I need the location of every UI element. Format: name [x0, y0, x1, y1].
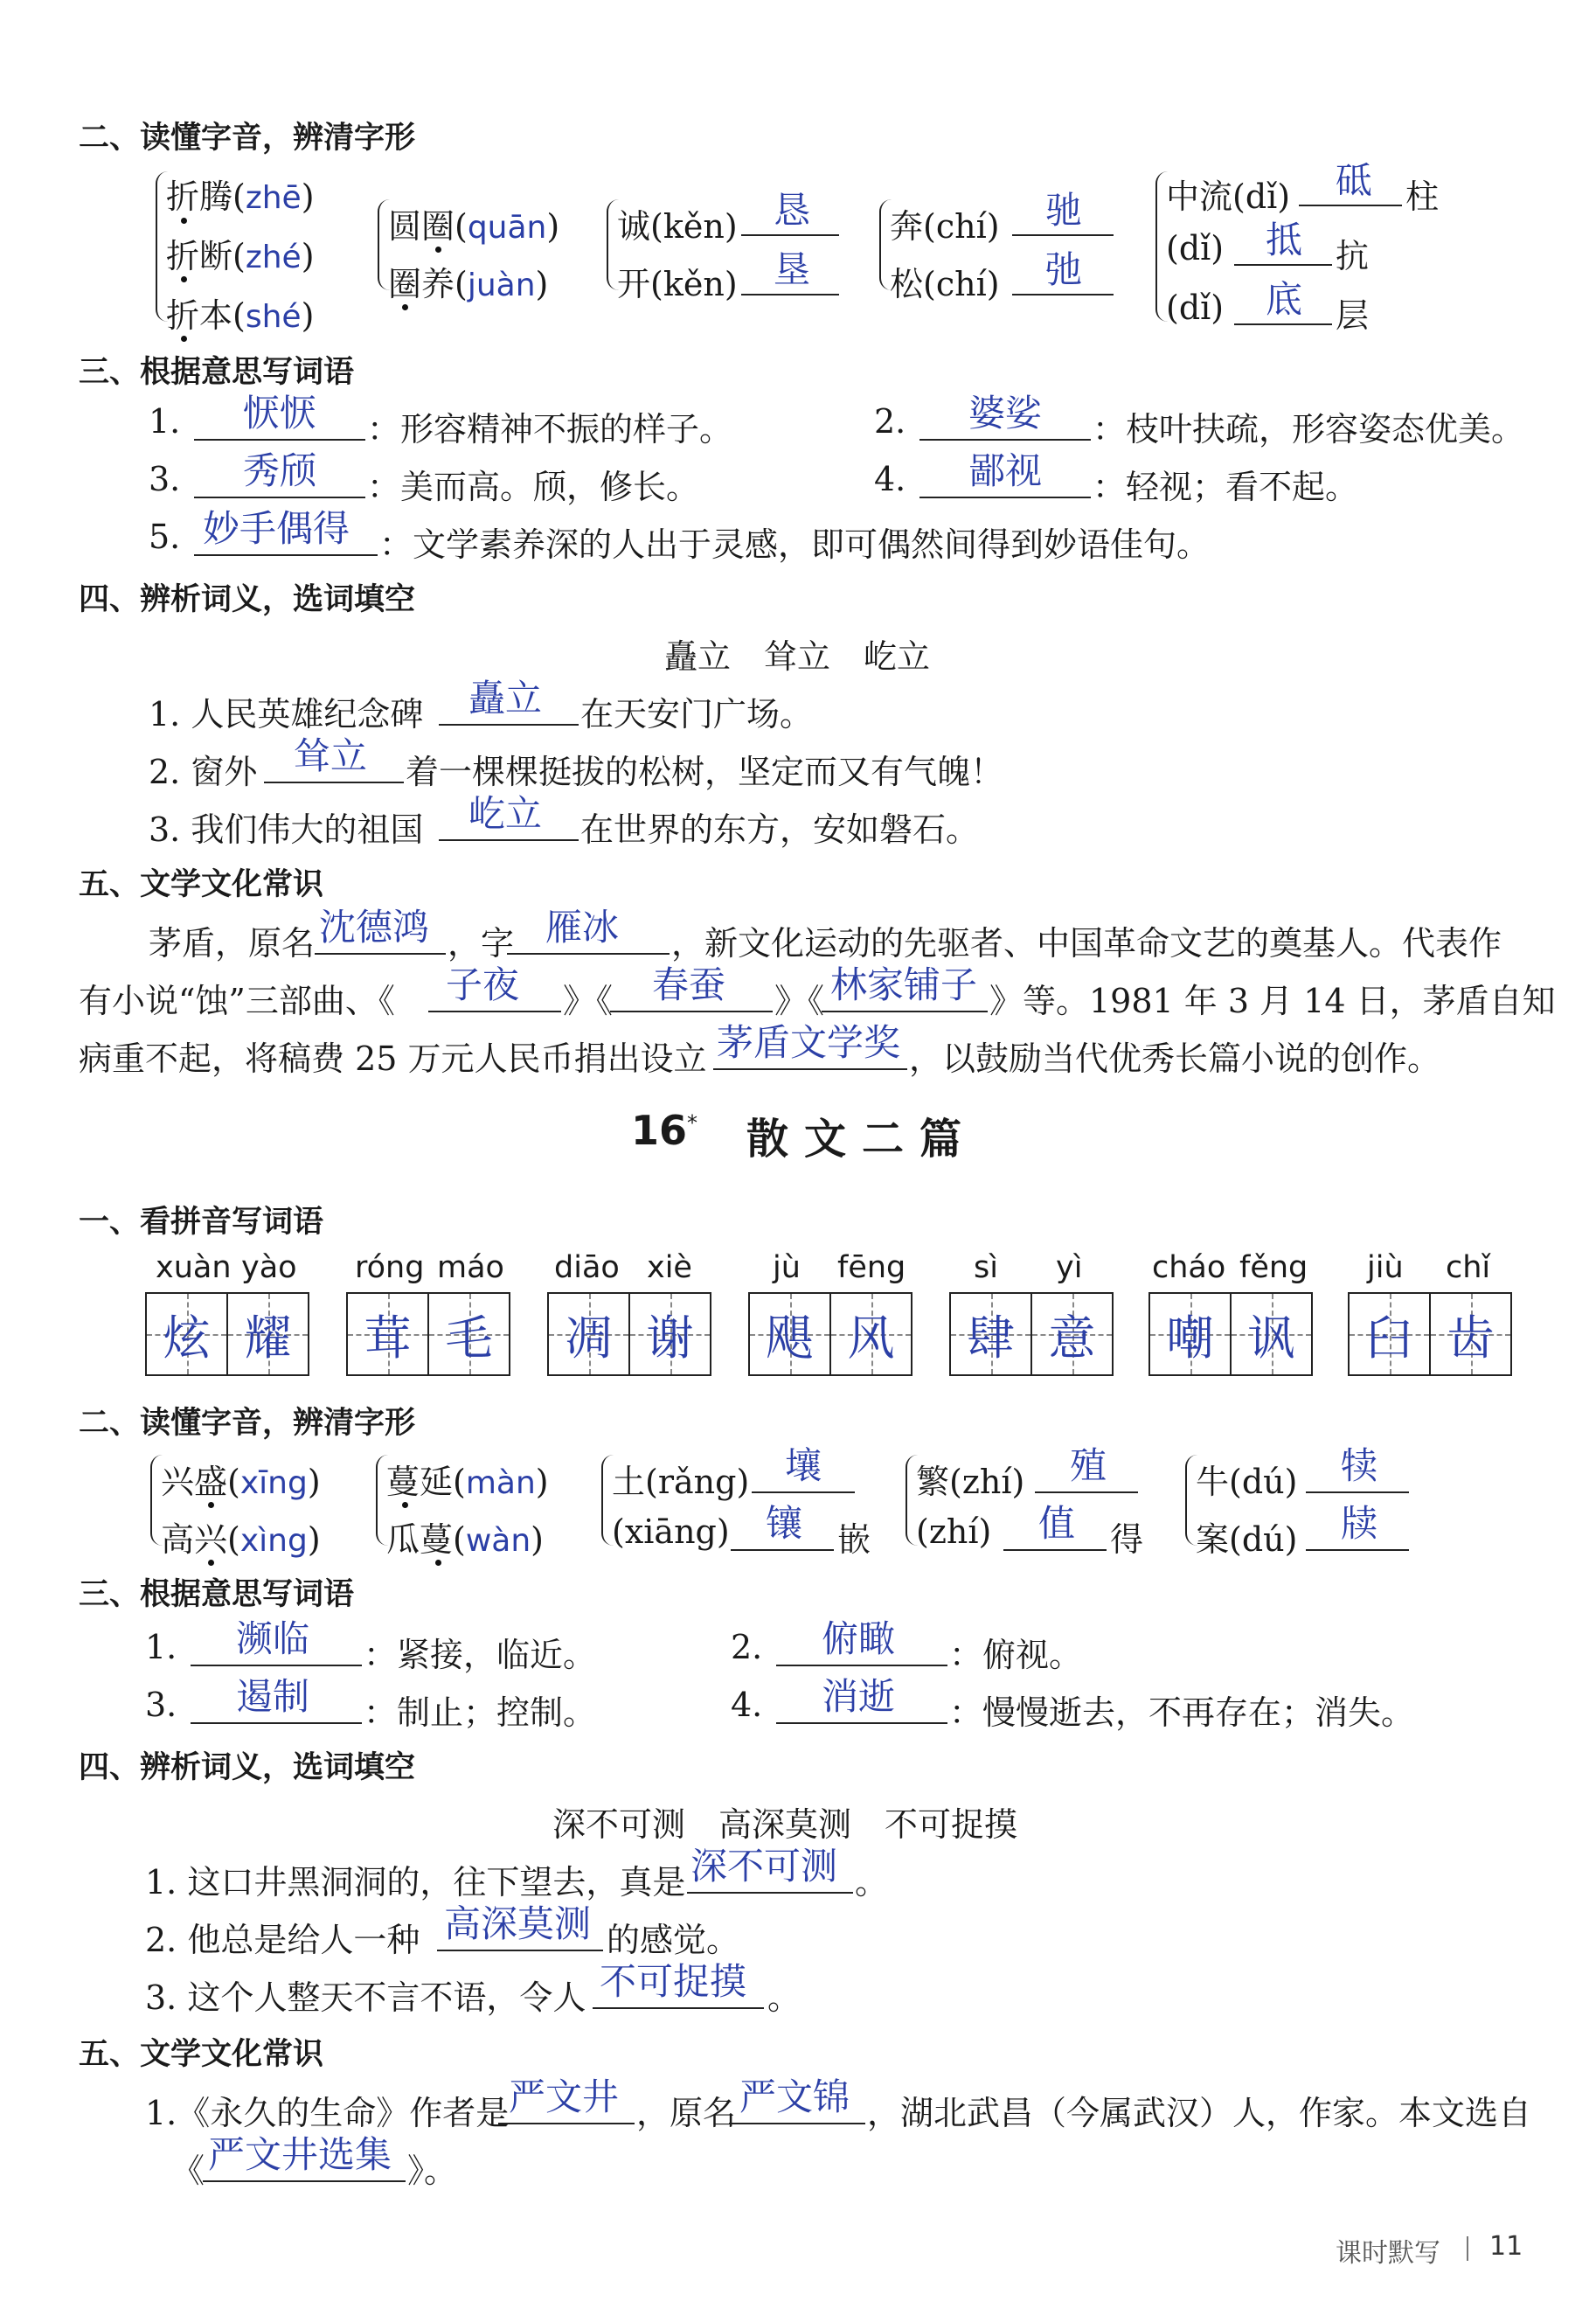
pinyin-label: fēng [837, 1250, 906, 1285]
answer: 驰 [1045, 189, 1083, 232]
answer: 垦 [774, 248, 811, 291]
pronunciation-item: (xiāng) [612, 1512, 730, 1551]
answer-line [776, 1665, 947, 1666]
pronunciation-item: 层 [1336, 296, 1370, 335]
grid-cell: 讽 [1230, 1294, 1311, 1374]
pinyin-label: róng [355, 1250, 425, 1285]
answer: 妙手偶得 [203, 507, 350, 550]
pronunciation-item: 牛(dú) [1196, 1463, 1298, 1501]
fill-sentence: 3. 这个人整天不言不语，令人 [145, 1978, 586, 2017]
fill-sentence: 1. 人民英雄纪念碑 [149, 695, 424, 733]
answer-line [507, 953, 670, 955]
item-number: 2. [874, 402, 906, 441]
answer: 壤 [785, 1444, 822, 1487]
answer: 牍 [1341, 1502, 1378, 1545]
pronunciation-item: 折本(shé) [166, 296, 315, 335]
pronunciation-item: 得 [1110, 1520, 1144, 1559]
fill-sentence: 2. 窗外 [149, 753, 258, 791]
answer-line [822, 1011, 988, 1012]
paragraph-text: ，以鼓励当代优秀长篇小说的创作。 [909, 1039, 1441, 1078]
fill-sentence: 1. 这口井黑洞洞的，往下望去，真是 [145, 1863, 686, 1901]
item-number: 1. [145, 1628, 177, 1666]
answer: 严文井选集 [208, 2133, 392, 2176]
pronunciation-item: (zhí) [916, 1512, 992, 1551]
grid-cell: 嘲 [1150, 1294, 1230, 1374]
paragraph-text: ，原名 [636, 2094, 737, 2132]
answer-line [1299, 205, 1402, 206]
answer: 不可捉摸 [600, 1960, 747, 2003]
answer: 屹立 [468, 792, 543, 835]
answer-line [610, 1011, 773, 1012]
section-heading-word-choice: 四、辨析词义，选词填空 [79, 1750, 416, 1785]
grid-cell: 齿 [1429, 1294, 1510, 1374]
paragraph-text: 病重不起，将稿费 25 万元人民币捐出设立 [79, 1039, 707, 1078]
pronunciation-item: 土(rǎng) [612, 1463, 750, 1501]
fill-sentence: 在天安门广场。 [580, 695, 814, 733]
item-number: 3. [145, 1686, 177, 1724]
answer: 鄙视 [968, 449, 1043, 492]
paragraph-text: 》《 [563, 982, 614, 1020]
answer: 犊 [1341, 1444, 1378, 1487]
paragraph-text: ，新文化运动的先驱者、中国革命文艺的奠基人。代表作 [671, 924, 1502, 963]
emphasis-dot [208, 1560, 214, 1566]
fill-sentence: 着一棵棵挺拔的松树，坚定而又有气魄！ [406, 753, 1004, 791]
answer-line [729, 2123, 865, 2124]
grid-cell: 毛 [427, 1294, 509, 1374]
pronunciation-item: 奔(chí) [890, 207, 1000, 246]
answer-line [315, 953, 446, 955]
answer-line [687, 1892, 853, 1894]
fill-sentence: 。 [855, 1863, 889, 1901]
answer: 消逝 [822, 1675, 896, 1718]
pronunciation-item: 嵌 [837, 1520, 871, 1559]
answer: 严文锦 [739, 2075, 850, 2118]
pronunciation-item: 诚(kěn) [617, 207, 738, 246]
answer-line [593, 2007, 764, 2009]
answer: 抵 [1266, 219, 1303, 261]
answer-line [191, 1722, 362, 1724]
lesson-number: 16* [631, 1107, 698, 1154]
grid-cell: 飓 [750, 1294, 829, 1374]
paragraph-text: 有小说“蚀”三部曲、《 [79, 982, 395, 1020]
section-heading-write-words: 三、根据意思写词语 [79, 1577, 355, 1612]
pinyin-label: máo [437, 1250, 504, 1285]
answer: 殖 [1070, 1444, 1107, 1487]
pinyin-label: xiè [647, 1250, 692, 1285]
pinyin-label: jiù [1367, 1250, 1404, 1285]
definition: ：慢慢逝去，不再存在；消失。 [949, 1693, 1415, 1732]
pinyin-label: chǐ [1446, 1250, 1491, 1285]
character-grid [346, 1292, 510, 1376]
grid-cell: 意 [1030, 1294, 1112, 1374]
page-number: 11 [1489, 2231, 1523, 2262]
answer-line [776, 1722, 947, 1724]
pinyin-label: yì [1056, 1250, 1083, 1285]
answer: 沈德鸿 [319, 906, 430, 949]
paragraph-text: 《 [171, 2152, 205, 2190]
lesson-title: 散文二篇 [746, 1115, 978, 1164]
answer: 耸立 [294, 734, 368, 777]
pinyin-label: jù [773, 1250, 801, 1285]
answer-line [1234, 264, 1332, 266]
pronunciation-item: 瓜蔓(wàn) [386, 1520, 544, 1559]
answer: 底 [1266, 278, 1303, 321]
answer-line [498, 2123, 635, 2124]
answer-line [428, 1011, 561, 1012]
answer-line [194, 497, 365, 498]
pronunciation-item: 折断(zhé) [166, 237, 315, 275]
paragraph-text: ，字 [448, 924, 515, 963]
answer: 茅盾文学奖 [717, 1021, 901, 1064]
fill-sentence: 在世界的东方，安如磐石。 [580, 810, 980, 849]
fill-sentence: 3. 我们伟大的祖国 [149, 810, 424, 849]
emphasis-dot [181, 218, 187, 224]
fill-sentence: 2. 他总是给人一种 [145, 1921, 420, 1959]
answer-line [194, 554, 378, 556]
answer: 弛 [1045, 248, 1083, 291]
paragraph-text: 1.《永久的生命》作者是 [145, 2094, 510, 2132]
pinyin-label: sì [974, 1250, 998, 1285]
answer: 俯瞰 [822, 1617, 896, 1660]
definition: ：形容精神不振的样子。 [367, 410, 733, 448]
paragraph-text: ，湖北武昌（今属武汉）人，作家。本文选自 [867, 2094, 1532, 2132]
answer-line [919, 497, 1091, 498]
definition: ：美而高。颀，修长。 [367, 468, 700, 506]
emphasis-dot [402, 1502, 408, 1508]
answer-line [191, 1665, 362, 1666]
answer-line [264, 782, 404, 783]
pronunciation-item: 柱 [1405, 177, 1440, 216]
pronunciation-item: 圈养(juàn) [388, 265, 549, 303]
answer-line [439, 839, 579, 841]
pronunciation-item: 开(kěn) [617, 265, 738, 303]
definition: ：轻视；看不起。 [1093, 468, 1359, 506]
item-number: 4. [874, 460, 906, 498]
answer: 春蚕 [652, 963, 726, 1006]
answer: 砥 [1336, 159, 1373, 202]
answer-line [731, 1549, 834, 1551]
grid-cell: 臼 [1350, 1294, 1429, 1374]
answer: 子夜 [446, 963, 520, 1006]
section-heading-write-words: 三、根据意思写词语 [79, 355, 355, 390]
answer: 值 [1038, 1502, 1076, 1545]
pronunciation-item: 折腾(zhē) [166, 177, 315, 216]
paragraph-text: 》。 [407, 2152, 458, 2190]
answer: 严文井 [509, 2075, 620, 2118]
pinyin-label: fěng [1239, 1250, 1308, 1285]
pronunciation-item: 蔓延(màn) [386, 1463, 549, 1501]
item-number: 4. [731, 1686, 763, 1724]
item-number: 5. [149, 518, 181, 556]
grid-cell: 茸 [348, 1294, 427, 1374]
fill-sentence: 的感觉。 [607, 1921, 740, 1959]
answer-line [1012, 294, 1114, 295]
answer: 高深莫测 [444, 1902, 592, 1945]
answer-line [919, 439, 1091, 441]
word-bank: 矗立 耸立 屹立 [664, 637, 931, 676]
answer: 秀颀 [243, 449, 317, 492]
emphasis-dot [208, 1502, 214, 1508]
answer-line [713, 1068, 907, 1070]
pronunciation-item: 中流(dǐ) [1166, 177, 1291, 216]
emphasis-dot [435, 247, 441, 253]
answer-line [741, 234, 839, 236]
section-heading-pronunciation: 二、读懂字音，辨清字形 [79, 121, 416, 156]
answer-line [437, 1950, 603, 1951]
answer-line [752, 1491, 855, 1493]
answer: 雁冰 [545, 906, 620, 949]
definition: ：俯视。 [949, 1636, 1083, 1674]
fill-sentence: 。 [767, 1978, 801, 2017]
pinyin-label: yào [241, 1250, 297, 1285]
pronunciation-item: 繁(zhí) [916, 1463, 1025, 1501]
grid-cell: 肆 [951, 1294, 1030, 1374]
pronunciation-item: 高兴(xìng) [161, 1520, 321, 1559]
item-number: 2. [731, 1628, 763, 1666]
pronunciation-item: 兴盛(xīng) [161, 1463, 321, 1501]
grid-cell: 风 [829, 1294, 911, 1374]
definition: ：枝叶扶疏，形容姿态优美。 [1093, 410, 1525, 448]
section-heading-pronunciation: 二、读懂字音，辨清字形 [79, 1406, 416, 1441]
answer: 深不可测 [690, 1845, 838, 1887]
pronunciation-item: (dǐ) [1166, 289, 1225, 327]
answer: 林家铺子 [830, 963, 978, 1006]
pronunciation-item: 抗 [1336, 237, 1370, 275]
emphasis-dot [181, 276, 187, 282]
section-heading-literature: 五、文学文化常识 [79, 2037, 324, 2072]
definition: ：文学素养深的人出于灵感，即可偶然间得到妙语佳句。 [379, 525, 1211, 564]
answer-line [203, 2180, 406, 2182]
emphasis-dot [402, 304, 408, 310]
answer: 遏制 [236, 1675, 310, 1718]
footer-label: 课时默写 [1336, 2238, 1440, 2269]
emphasis-dot [435, 1560, 441, 1566]
character-grid [145, 1292, 309, 1376]
paragraph-text: 》《 [774, 982, 825, 1020]
word-bank: 深不可测 高深莫测 不可捉摸 [552, 1805, 1018, 1844]
answer: 镶 [766, 1502, 803, 1545]
paragraph-text: 茅盾，原名 [149, 924, 316, 963]
answer-line [1234, 323, 1332, 325]
pronunciation-item: 案(dú) [1196, 1520, 1298, 1559]
grid-cell: 凋 [549, 1294, 628, 1374]
item-number: 3. [149, 460, 181, 498]
character-grid [949, 1292, 1114, 1376]
grid-cell: 谢 [628, 1294, 710, 1374]
pronunciation-item: 松(chí) [890, 265, 1000, 303]
answer: 濒临 [236, 1617, 310, 1660]
answer-line [1003, 1549, 1107, 1551]
emphasis-dot [181, 336, 187, 342]
answer-line [1306, 1491, 1409, 1493]
character-grid [1148, 1292, 1313, 1376]
pinyin-label: diāo [554, 1250, 620, 1285]
section-heading-literature: 五、文学文化常识 [79, 867, 324, 902]
paragraph-text: 》等。1981 年 3 月 14 日，茅盾自知 [989, 982, 1556, 1020]
pronunciation-item: 圆圈(quān) [388, 207, 560, 246]
answer-line [1306, 1549, 1409, 1551]
answer: 矗立 [468, 677, 543, 720]
answer-line [741, 294, 839, 295]
item-number: 1. [149, 402, 181, 441]
answer: 婆娑 [968, 392, 1043, 435]
pronunciation-item: (dǐ) [1166, 229, 1225, 268]
definition: ：制止；控制。 [364, 1693, 597, 1732]
answer-line [439, 724, 579, 726]
pinyin-label: cháo [1152, 1250, 1226, 1285]
grid-cell: 耀 [226, 1294, 308, 1374]
answer-line [1012, 234, 1114, 236]
character-grid [1348, 1292, 1512, 1376]
character-grid [547, 1292, 711, 1376]
section-heading-pinyin-writing: 一、看拼音写词语 [79, 1205, 324, 1240]
pinyin-label: xuàn [156, 1250, 232, 1285]
grid-cell: 炫 [147, 1294, 226, 1374]
answer: 恹恹 [243, 392, 317, 435]
answer-line [194, 439, 365, 441]
section-heading-word-choice: 四、辨析词义，选词填空 [79, 582, 416, 617]
character-grid [748, 1292, 912, 1376]
definition: ：紧接，临近。 [364, 1636, 597, 1674]
answer: 恳 [774, 189, 811, 232]
answer-line [1035, 1491, 1138, 1493]
footer-divider [1467, 2236, 1468, 2261]
